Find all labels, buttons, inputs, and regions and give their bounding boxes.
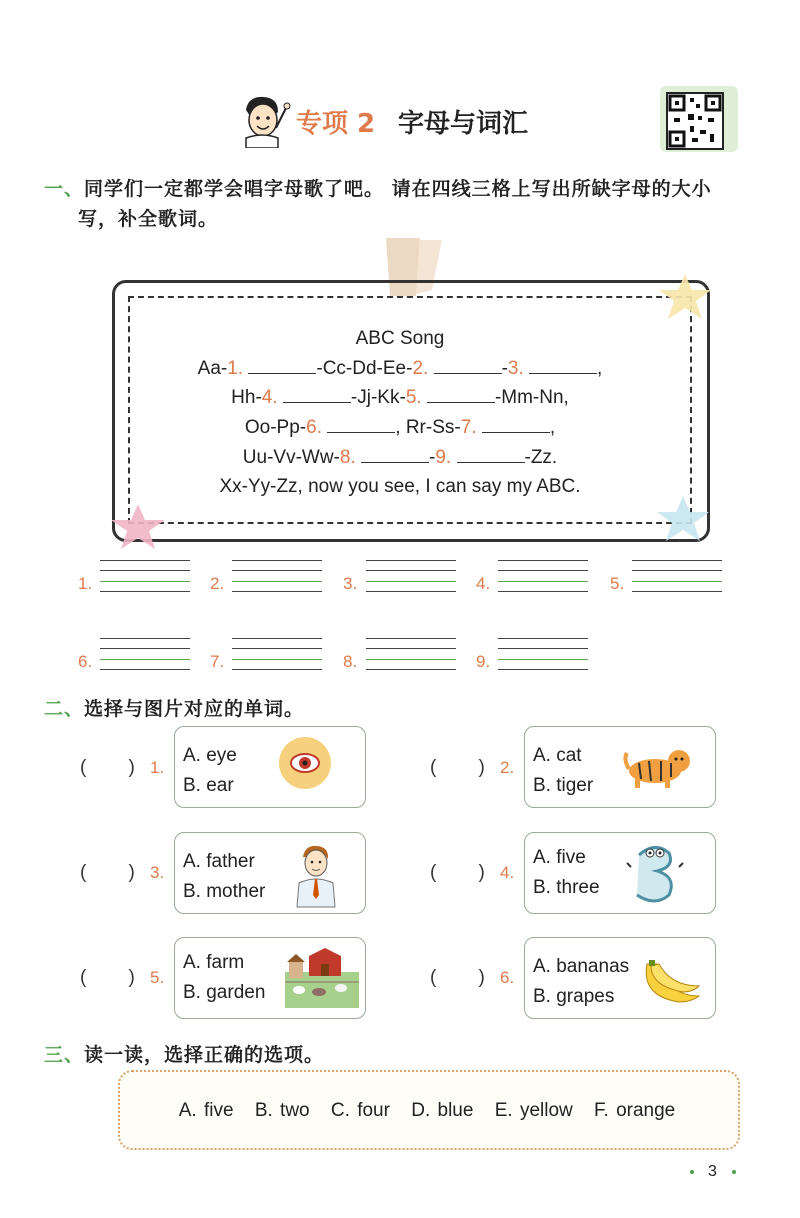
option-b[interactable]: B. tiger	[533, 775, 594, 796]
farm-icon	[285, 946, 359, 1008]
option-a[interactable]: A. cat	[533, 745, 582, 766]
question-number: 5.	[150, 968, 165, 987]
blank-7[interactable]	[482, 416, 550, 433]
question-number: 3.	[150, 863, 165, 882]
writing-grid[interactable]	[100, 560, 190, 592]
answer-number: 6.	[78, 652, 93, 671]
writing-grid[interactable]	[366, 638, 456, 670]
section2-heading: 二、选择与图片对应的单词。	[44, 698, 305, 720]
answer-number: 2.	[210, 574, 225, 593]
number-three-icon	[625, 841, 685, 907]
answer-paren[interactable]: ( )	[80, 757, 135, 778]
song-line-1: Aa-1. -Cc-Dd-Ee-2. -3. ,	[197, 358, 603, 379]
writing-grid[interactable]	[632, 560, 722, 592]
option-a[interactable]: A. eye	[183, 745, 237, 766]
option-e[interactable]: E. yellow	[494, 1100, 573, 1121]
blank-1[interactable]	[248, 357, 316, 374]
section1-heading-cont: 写，补全歌词。	[78, 208, 219, 230]
blank-4[interactable]	[283, 386, 351, 403]
answer-number: 4.	[476, 574, 491, 593]
star-pink-icon	[108, 502, 168, 552]
mascot-icon	[232, 88, 292, 148]
option-b[interactable]: B. ear	[183, 775, 234, 796]
answer-paren[interactable]: ( )	[430, 967, 485, 988]
writing-grid[interactable]	[232, 560, 322, 592]
tiger-icon	[621, 741, 695, 791]
star-blue-icon	[654, 494, 712, 544]
page-title: 字母与词汇	[398, 109, 529, 139]
choice-card	[174, 937, 366, 1019]
writing-grid[interactable]	[498, 638, 588, 670]
option-a[interactable]: A. father	[183, 851, 255, 872]
choice-card	[174, 832, 366, 914]
bananas-icon	[639, 958, 703, 1010]
option-b[interactable]: B. mother	[183, 881, 266, 902]
page-dot-left	[690, 1170, 694, 1174]
options-list	[118, 1100, 736, 1122]
option-a[interactable]: A. five	[178, 1100, 234, 1121]
song-line-2: Hh-4. -Jj-Kk-5. -Mm-Nn,	[231, 387, 569, 408]
blank-5[interactable]	[427, 386, 495, 403]
section3-heading: 三、读一读，选择正确的选项。	[44, 1044, 325, 1066]
answer-paren[interactable]: ( )	[80, 967, 135, 988]
writing-grid[interactable]	[498, 560, 588, 592]
answer-paren[interactable]: ( )	[430, 862, 485, 883]
section1-heading: 一、同学们一定都学会唱字母歌了吧。 请在四线三格上写出所缺字母的大小	[44, 178, 712, 200]
question-number: 1.	[150, 758, 165, 777]
choice-card	[524, 937, 716, 1019]
blank-8[interactable]	[361, 446, 429, 463]
blank-2[interactable]	[434, 357, 502, 374]
option-f[interactable]: F. orange	[594, 1100, 676, 1121]
option-b[interactable]: B. grapes	[533, 986, 615, 1007]
answer-number: 8.	[343, 652, 358, 671]
choice-card	[524, 832, 716, 914]
star-yellow-icon	[656, 272, 714, 322]
option-a[interactable]: A. five	[533, 847, 586, 868]
page-dot-right	[732, 1170, 736, 1174]
question-number: 2.	[500, 758, 515, 777]
topic-label: 专项 2	[296, 109, 376, 139]
song-line-3: Oo-Pp-6. , Rr-Ss-7. ,	[244, 417, 556, 438]
song-line-4: Uu-Vv-Ww-8. -9. -Zz.	[242, 447, 558, 468]
answer-number: 5.	[610, 574, 625, 593]
writing-grid[interactable]	[366, 560, 456, 592]
choice-card	[174, 726, 366, 808]
question-number: 6.	[500, 968, 515, 987]
answer-number: 7.	[210, 652, 225, 671]
answer-number: 1.	[78, 574, 93, 593]
blank-9[interactable]	[457, 446, 525, 463]
father-icon	[293, 843, 339, 909]
answer-number: 3.	[343, 574, 358, 593]
option-a[interactable]: A. bananas	[533, 956, 630, 977]
qr-code-icon[interactable]	[660, 86, 738, 152]
option-d[interactable]: D. blue	[411, 1100, 474, 1121]
page-number: 3	[708, 1163, 717, 1180]
eye-icon	[277, 735, 333, 791]
song-title: ABC Song	[355, 328, 445, 349]
choice-card	[524, 726, 716, 808]
option-b[interactable]: B. three	[533, 877, 600, 898]
answer-paren[interactable]: ( )	[80, 862, 135, 883]
question-number: 4.	[500, 863, 515, 882]
option-c[interactable]: C. four	[330, 1100, 390, 1121]
blank-3[interactable]	[529, 357, 597, 374]
writing-grid[interactable]	[232, 638, 322, 670]
answer-paren[interactable]: ( )	[430, 757, 485, 778]
option-b[interactable]: B. two	[254, 1100, 310, 1121]
answer-number: 9.	[476, 652, 491, 671]
writing-grid[interactable]	[100, 638, 190, 670]
blank-6[interactable]	[327, 416, 395, 433]
option-b[interactable]: B. garden	[183, 982, 266, 1003]
option-a[interactable]: A. farm	[183, 952, 245, 973]
song-line-5: Xx-Yy-Zz, now you see, I can say my ABC.	[219, 476, 581, 497]
